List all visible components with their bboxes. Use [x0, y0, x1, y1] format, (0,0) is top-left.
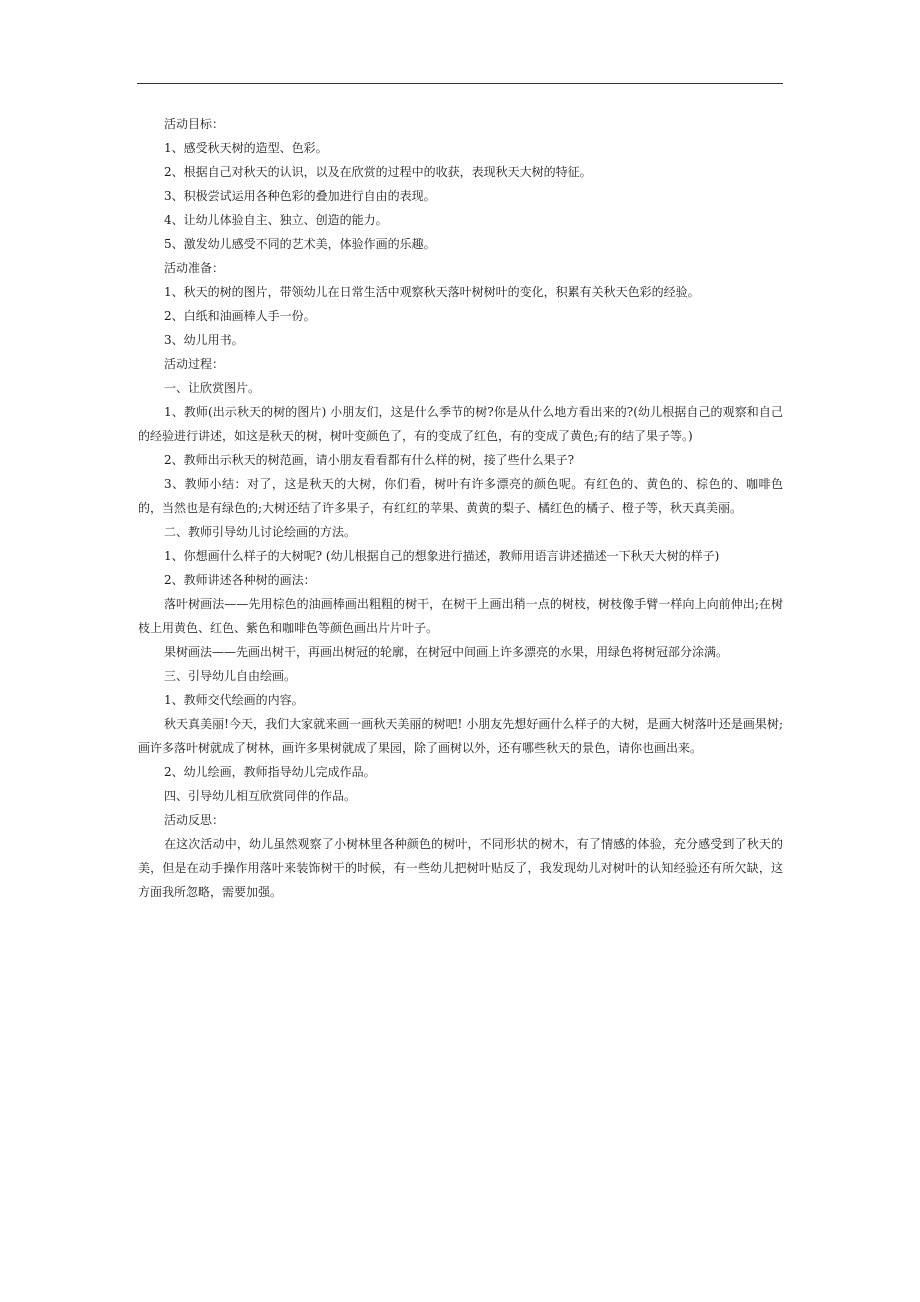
- goal-item-1: 1、感受秋天树的造型、色彩。: [164, 141, 328, 155]
- section-4-title: 四、引导幼儿相互欣赏同伴的作品。: [164, 789, 357, 803]
- heading-goals: 活动目标：: [164, 117, 225, 131]
- fruit-tree-method: 果树画法——先画出树干，再画出树冠的轮廓，在树冠中间画上许多漂亮的水果，用绿色将树冠部分涂满。: [164, 645, 729, 659]
- section-3-item-1: 1、教师交代绘画的内容。: [164, 693, 304, 707]
- prep-item-3: 3、幼儿用书。: [164, 333, 244, 347]
- section-1-item-3: 3、教师小结：对了，这是秋天的大树，你们看，树叶有许多漂亮的颜色呢。有红色的、黄色的、棕色的、咖啡色的，当然也是有绿色的;大树还结了许多果子，有红红的苹果、黄黄的梨子、橘红色的橘子、橙子等，秋天真美丽。: [138, 477, 783, 515]
- section-3-title: 三、引导幼儿自由绘画。: [164, 669, 297, 683]
- header-rule: [137, 83, 783, 84]
- heading-preparation: 活动准备：: [164, 261, 225, 275]
- section-2-item-2: 2、教师讲述各种树的画法：: [164, 573, 316, 587]
- section-1-title: 一、让欣赏图片。: [164, 381, 261, 395]
- section-1-item-1: 1、教师(出示秋天的树的图片) 小朋友们，这是什么季节的树?你是从什么地方看出来的?(幼儿根据自己的观察和自己的经验进行讲述，如这是秋天的树，树叶变颜色了，有的变成了红色，有的变成了黄色;有的结了果子等。): [138, 405, 783, 443]
- prep-item-2: 2、白纸和油画棒人手一份。: [164, 309, 316, 323]
- section-3-speech: 秋天真美丽!今天，我们大家就来画一画秋天美丽的树吧! 小朋友先想好画什么样子的大树，是画大树落叶还是画果树;画许多落叶树就成了树林，画许多果树就成了果园，除了画树以外，还有哪些秋天的景色，请你也画出来。: [138, 717, 783, 755]
- goal-item-4: 4、让幼儿体验自主、独立、创造的能力。: [164, 213, 388, 227]
- section-2-title: 二、教师引导幼儿讨论绘画的方法。: [164, 525, 357, 539]
- section-1-item-2: 2、教师出示秋天的树范画，请小朋友看看都有什么样的树，接了些什么果子?: [164, 453, 575, 467]
- reflection-text: 在这次活动中，幼儿虽然观察了小树林里各种颜色的树叶，不同形状的树木，有了情感的体验，充分感受到了秋天的美，但是在动手操作用落叶来装饰树干的时候，有一些幼儿把树叶贴反了，我发现幼儿对树叶的认知经验还有所欠缺，这方面我所忽略，需要加强。: [138, 837, 783, 899]
- heading-process: 活动过程：: [164, 357, 225, 371]
- section-2-item-1: 1、你想画什么样子的大树呢? (幼儿根据自己的想象进行描述，教师用语言讲述描述一下秋天大树的样子): [164, 549, 720, 563]
- goal-item-5: 5、激发幼儿感受不同的艺术美，体验作画的乐趣。: [164, 237, 436, 251]
- goal-item-2: 2、根据自己对秋天的认识，以及在欣赏的过程中的收获，表现秋天大树的特征。: [164, 165, 592, 179]
- prep-item-1: 1、秋天的树的图片，带领幼儿在日常生活中观察秋天落叶树树叶的变化，积累有关秋天色彩的经验。: [164, 285, 700, 299]
- document-body: [138, 112, 783, 904]
- deciduous-tree-method: 落叶树画法——先用棕色的油画棒画出粗粗的树干，在树干上画出稍一点的树枝，树枝像手臂一样向上向前伸出;在树枝上用黄色、红色、紫色和咖啡色等颜色画出片片叶子。: [138, 597, 783, 635]
- heading-reflection: 活动反思：: [164, 813, 225, 827]
- goal-item-3: 3、积极尝试运用各种色彩的叠加进行自由的表现。: [164, 189, 436, 203]
- section-3-item-2: 2、幼儿绘画，教师指导幼儿完成作品。: [164, 765, 376, 779]
